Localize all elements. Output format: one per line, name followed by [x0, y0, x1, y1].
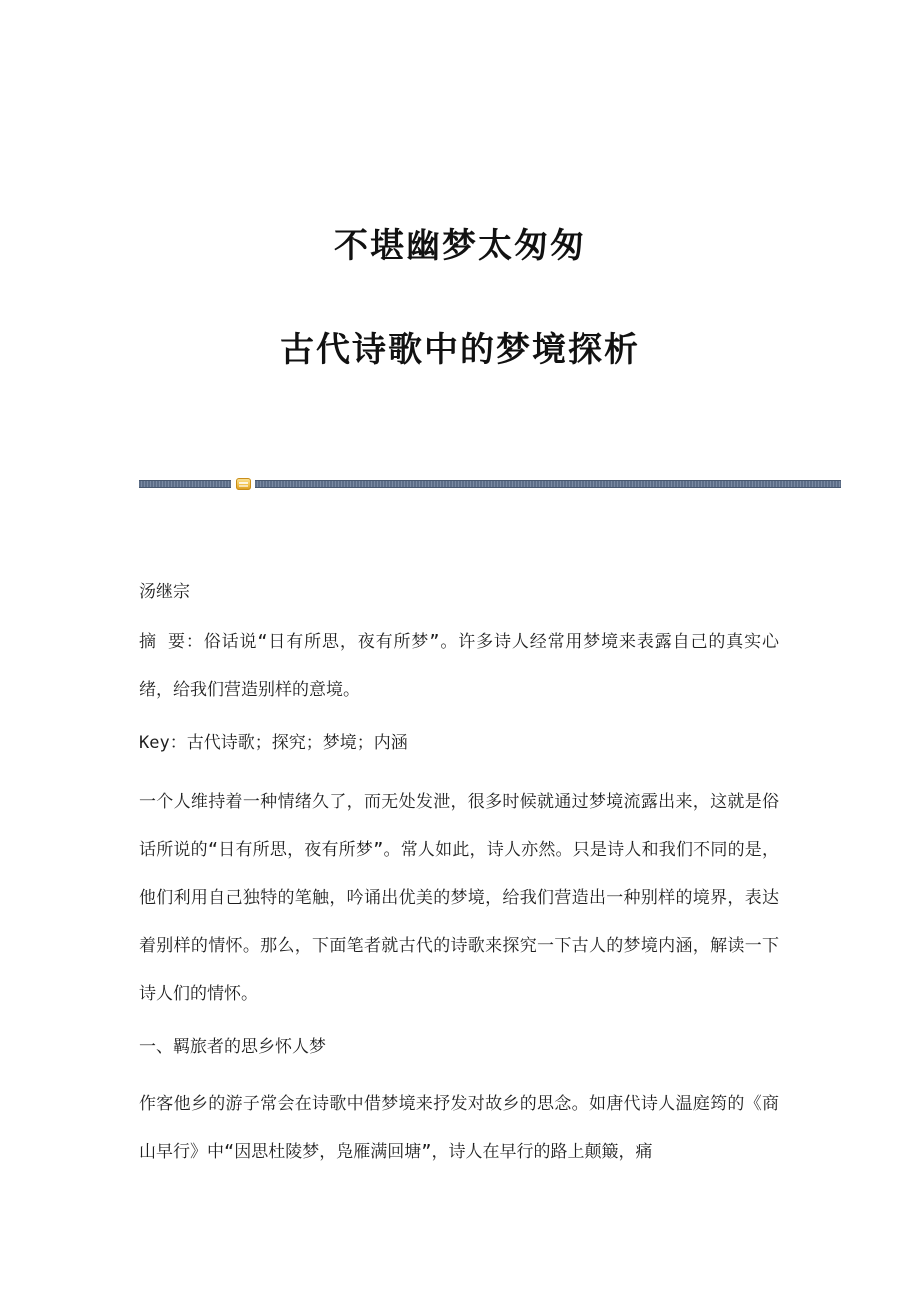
author-name: 汤继宗	[139, 582, 190, 602]
title-line-2: 古代诗歌中的梦境探析	[280, 330, 640, 370]
section-1-paragraph: 作客他乡的游子常会在诗歌中借梦境来抒发对故乡的思念。如唐代诗人温庭筠的《商山早行》中“因思杜陵梦，凫雁满回塘”，诗人在早行的路上颠簸，痛	[139, 1094, 779, 1162]
decorative-divider	[139, 478, 841, 490]
divider-bar-right	[255, 480, 841, 488]
divider-ornament-icon	[236, 478, 251, 490]
title-line-1: 不堪幽梦太匆匆	[334, 226, 586, 266]
keywords-line: Key：古代诗歌；探究；梦境；内涵	[139, 733, 408, 753]
abstract-paragraph: 摘 要：俗话说“日有所思，夜有所梦”。许多诗人经常用梦境来表露自己的真实心绪，给我们营造别样的意境。	[139, 632, 779, 700]
divider-bar-left	[139, 480, 231, 488]
intro-paragraph: 一个人维持着一种情绪久了，而无处发泄，很多时候就通过梦境流露出来，这就是俗话所说的“日有所思，夜有所梦”。常人如此，诗人亦然。只是诗人和我们不同的是，他们利用自己独特的笔触，吟诵出优美的梦境，给我们营造出一种别样的境界，表达着别样的情怀。那么，下面笔者就古代的诗歌来探究一下古人的梦境内涵，解读一下诗人们的情怀。	[139, 792, 779, 1004]
section-1-heading: 一、羁旅者的思乡怀人梦	[139, 1037, 326, 1057]
